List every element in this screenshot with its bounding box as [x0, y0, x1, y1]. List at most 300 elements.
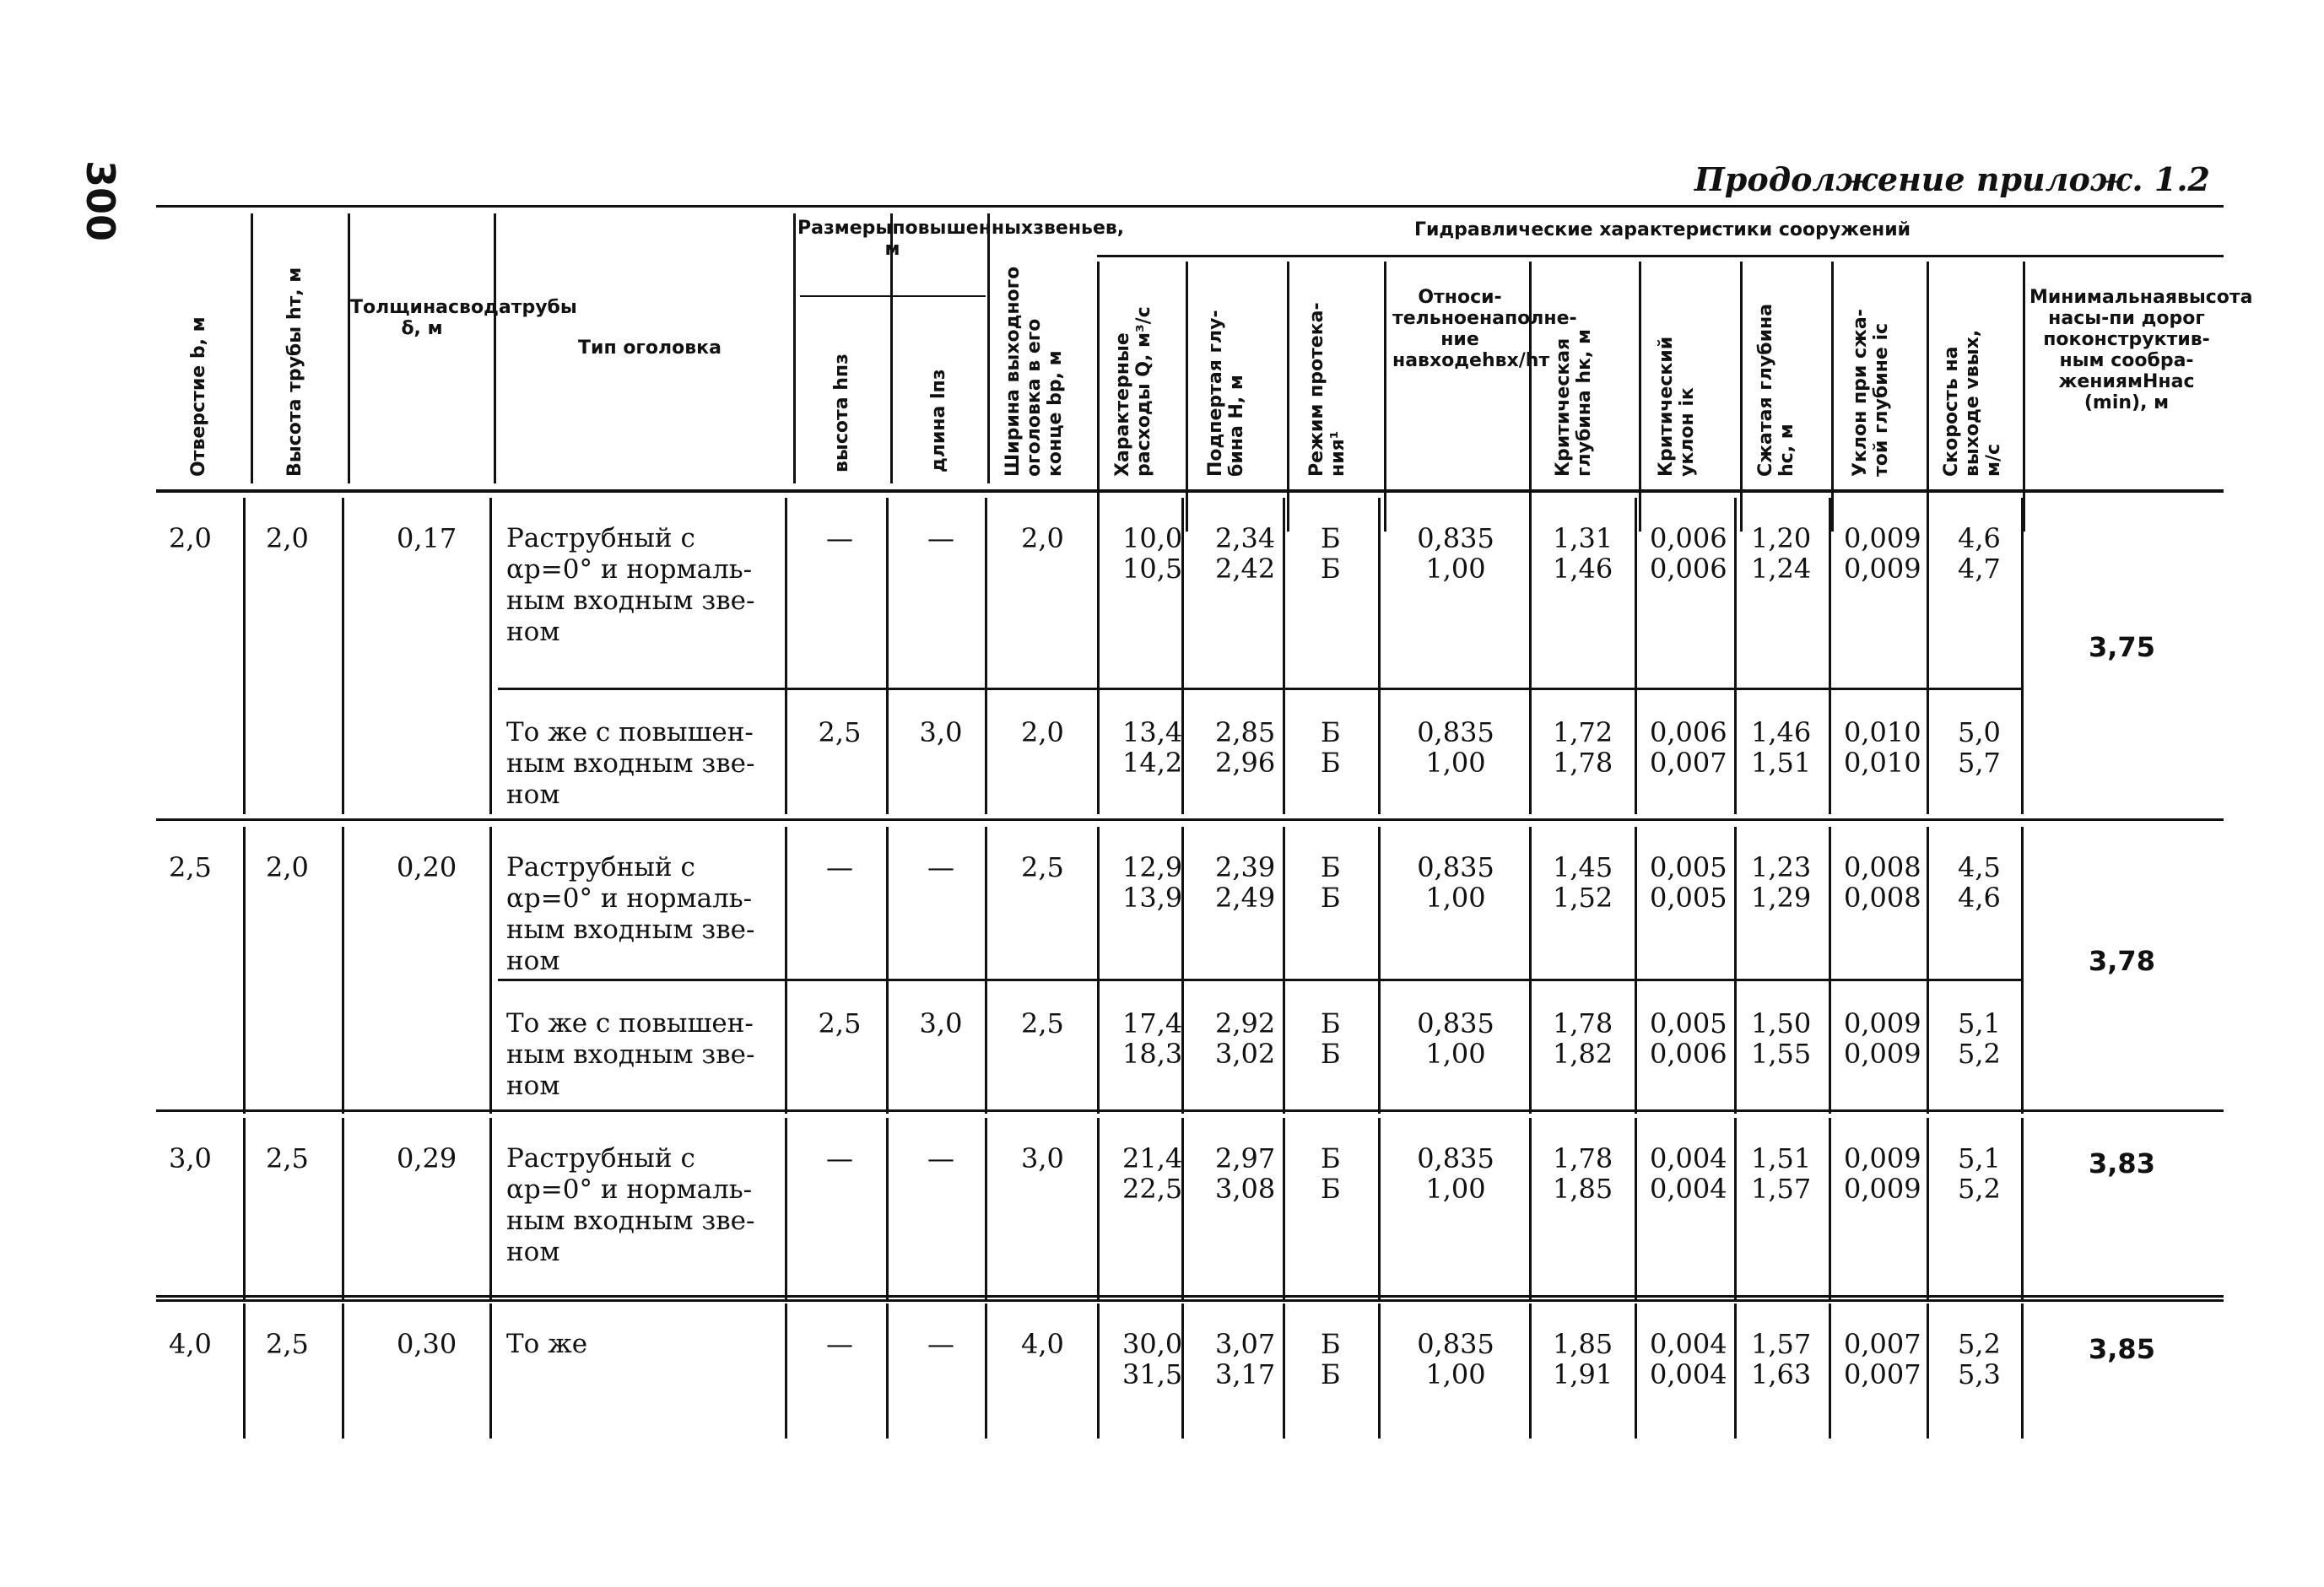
- filling-values-line: 1,00: [1425, 1358, 1486, 1390]
- header-min-height: [2029, 287, 2253, 413]
- column-line: [1927, 827, 1929, 1114]
- compressed-slope-values-line: 0,007: [1844, 1328, 1921, 1360]
- column-line: [1927, 1304, 1929, 1439]
- exit-velocity-values-line: 5,2: [1958, 1328, 2001, 1360]
- column-line: [1097, 1304, 1100, 1439]
- raised-length-value: —: [927, 522, 954, 554]
- flow-values-line: 31,5: [1122, 1358, 1183, 1390]
- compressed-depth-values-line: 1,57: [1751, 1328, 1812, 1360]
- head-type-text-line: ном: [506, 780, 560, 810]
- header-crit-slope-line: уклон iк: [1677, 387, 1698, 477]
- header-pipe-height: [284, 267, 305, 477]
- exit-velocity-values: [1958, 1008, 2001, 1069]
- header-exit-velocity: [1941, 330, 2004, 477]
- thickness-value: 0,30: [397, 1328, 457, 1360]
- compressed-depth-values: [1751, 1329, 1811, 1390]
- min-height-value: 3,78: [2089, 945, 2155, 977]
- backwater-values: [1215, 717, 1275, 778]
- filling-values: [1401, 852, 1511, 913]
- raised-length-value: —: [927, 1328, 954, 1360]
- regime-values-line: Б: [1321, 1358, 1341, 1390]
- crit-depth-values-line: 1,72: [1553, 716, 1613, 748]
- head-type-text-line: Раструбный с: [506, 852, 695, 883]
- backwater-values-line: 3,07: [1215, 1328, 1276, 1360]
- header-min-height-line: Hнас (min), м: [2083, 371, 2195, 413]
- head-type-text-line: ным входным зве-: [506, 748, 755, 779]
- header-compressed-depth-line: hс, м: [1776, 424, 1797, 477]
- header-min-height-line: Минимальная: [2029, 287, 2177, 308]
- column-line: [1734, 498, 1737, 814]
- backwater-values-line: 2,34: [1215, 522, 1276, 554]
- rule-line: [156, 1109, 2224, 1112]
- header-outlet-width: [1003, 267, 1066, 477]
- header-regime-line: ния¹: [1327, 430, 1348, 477]
- column-line: [243, 1304, 246, 1439]
- backwater-values: [1215, 852, 1275, 913]
- crit-slope-values-line: 0,005: [1650, 1007, 1727, 1039]
- compressed-slope-values-line: 0,009: [1844, 553, 1921, 585]
- header-hydraulic-group: Гидравлические характеристики сооружений: [1413, 219, 1911, 240]
- compressed-depth-values-line: 1,55: [1751, 1038, 1812, 1070]
- backwater-values-line: 3,08: [1215, 1173, 1276, 1205]
- backwater-values-line: 2,97: [1215, 1142, 1276, 1174]
- header-raised-links-line: Размеры: [797, 218, 893, 239]
- header-compressed-depth: [1755, 304, 1797, 477]
- column-line: [785, 498, 787, 814]
- compressed-depth-values-line: 1,29: [1751, 882, 1812, 914]
- compressed-slope-values: [1844, 523, 1921, 584]
- filling-values: [1401, 1329, 1511, 1390]
- column-line: [243, 1118, 246, 1299]
- rule-line: [156, 489, 2224, 493]
- header-compressed-slope-line: той глубине iс: [1871, 322, 1892, 477]
- compressed-depth-values: [1751, 523, 1811, 584]
- column-line: [1829, 498, 1831, 814]
- header-flow: [1112, 306, 1154, 477]
- compressed-slope-values-line: 0,009: [1844, 522, 1921, 554]
- column-line: [1829, 1304, 1831, 1439]
- header-compressed-slope: [1850, 309, 1892, 477]
- compressed-slope-values: [1844, 1143, 1921, 1204]
- column-line: [886, 1118, 889, 1299]
- flow-values-line: 17,4: [1122, 1007, 1183, 1039]
- min-height-value: 3,85: [2089, 1333, 2155, 1365]
- compressed-slope-values-line: 0,009: [1844, 1038, 1921, 1070]
- compressed-slope-values: [1844, 717, 1921, 778]
- flow-values-line: 13,4: [1122, 716, 1183, 748]
- header-vault-thickness-line: свода: [448, 297, 511, 318]
- column-line: [251, 213, 253, 483]
- pipe-height-value: 2,5: [266, 1328, 309, 1360]
- head-type-text: [506, 523, 785, 648]
- pipe-height-value: 2,0: [266, 522, 309, 554]
- crit-depth-values-line: 1,78: [1553, 747, 1613, 779]
- header-vault-thickness: [350, 297, 577, 339]
- flow-values-line: 22,5: [1122, 1173, 1183, 1205]
- crit-depth-values-line: 1,78: [1553, 1142, 1613, 1174]
- backwater-values: [1215, 523, 1275, 584]
- column-line: [1283, 827, 1285, 1114]
- filling-values-line: 0,835: [1417, 1007, 1494, 1039]
- regime-values: [1321, 523, 1341, 584]
- header-min-height-line: конструктив-: [2068, 329, 2210, 350]
- opening-value: 2,5: [169, 851, 212, 883]
- column-line: [1639, 262, 1641, 532]
- compressed-depth-values-line: 1,50: [1751, 1007, 1812, 1039]
- header-raised-height-line: высота hпз: [831, 354, 852, 472]
- flow-values: [1122, 717, 1182, 778]
- header-crit-depth-line: глубина hк, м: [1574, 328, 1595, 477]
- regime-values-line: Б: [1321, 1328, 1341, 1360]
- flow-values-line: 14,2: [1122, 747, 1183, 779]
- header-raised-links: [797, 218, 1125, 260]
- column-line: [1378, 1118, 1381, 1299]
- column-line: [1831, 262, 1834, 532]
- backwater-values-line: 2,96: [1215, 747, 1276, 779]
- header-raised-length-line: длина lпз: [928, 369, 949, 472]
- head-type-text-line: ным входным зве-: [506, 1206, 755, 1236]
- backwater-values-line: 2,85: [1215, 716, 1276, 748]
- header-filling-line: hвх/hт: [1481, 350, 1550, 371]
- filling-values-line: 0,835: [1417, 1328, 1494, 1360]
- head-type-text-line: ным входным зве-: [506, 1039, 755, 1070]
- column-line: [1734, 827, 1737, 1114]
- column-line: [2023, 262, 2025, 532]
- column-line: [489, 498, 492, 814]
- header-filling-line: тельное: [1392, 308, 1479, 329]
- raised-height-value: 2,5: [818, 1007, 862, 1039]
- flow-values-line: 21,4: [1122, 1142, 1183, 1174]
- header-vault-thickness-line: трубы δ, м: [401, 297, 577, 339]
- backwater-values: [1215, 1329, 1275, 1390]
- head-type-text: [506, 852, 785, 977]
- crit-depth-values-line: 1,31: [1553, 522, 1613, 554]
- header-crit-slope: [1656, 337, 1698, 477]
- outlet-width-value: 4,0: [1021, 1328, 1064, 1360]
- header-outlet-width-line: оголовка в его: [1024, 318, 1045, 477]
- rule-line: [156, 205, 2224, 208]
- column-line: [785, 1304, 787, 1439]
- column-line: [2021, 498, 2024, 814]
- crit-depth-values-line: 1,78: [1553, 1007, 1613, 1039]
- exit-velocity-values-line: 4,7: [1958, 553, 2001, 585]
- compressed-slope-values-line: 0,008: [1844, 851, 1921, 883]
- compressed-depth-values: [1751, 717, 1811, 778]
- thickness-value: 0,29: [397, 1142, 457, 1174]
- crit-slope-values-line: 0,006: [1650, 1038, 1727, 1070]
- crit-depth-values: [1553, 717, 1613, 778]
- column-line: [348, 213, 350, 483]
- column-line: [1529, 1304, 1532, 1439]
- header-min-height-line: ным сообра-: [2059, 350, 2194, 371]
- filling-values-line: 1,00: [1425, 882, 1486, 914]
- column-line: [985, 1304, 987, 1439]
- header-exit-velocity-line: м/с: [1983, 443, 2004, 477]
- column-line: [1635, 827, 1637, 1114]
- crit-depth-values: [1553, 1008, 1613, 1069]
- page-number: 300: [78, 160, 123, 242]
- header-head-type: Тип оголовка: [578, 337, 722, 359]
- header-exit-velocity-line: Скорость на: [1941, 346, 1962, 477]
- raised-height-value: —: [826, 1328, 853, 1360]
- flow-values-line: 12,9: [1122, 851, 1183, 883]
- header-filling-line: входе: [1418, 350, 1482, 371]
- column-line: [1529, 262, 1532, 532]
- column-line: [1186, 262, 1188, 532]
- crit-slope-values: [1650, 1143, 1727, 1204]
- column-line: [342, 1118, 344, 1299]
- flow-values: [1122, 1008, 1182, 1069]
- compressed-depth-values-line: 1,24: [1751, 553, 1812, 585]
- thickness-value: 0,17: [397, 522, 457, 554]
- header-outlet-width-line: Ширина выходного: [1003, 266, 1024, 477]
- crit-depth-values: [1553, 852, 1613, 913]
- header-filling-line: Относи-: [1418, 287, 1502, 308]
- compressed-depth-values-line: 1,51: [1751, 1142, 1812, 1174]
- header-backwater: [1205, 310, 1247, 477]
- filling-values: [1401, 717, 1511, 778]
- head-type-text-line: Раструбный с: [506, 1143, 695, 1174]
- regime-values-line: Б: [1321, 882, 1341, 914]
- crit-depth-values: [1553, 1329, 1613, 1390]
- outlet-width-value: 2,5: [1021, 851, 1064, 883]
- header-filling-line: ние на: [1392, 329, 1479, 371]
- head-type-text-line: То же: [506, 1329, 588, 1359]
- header-crit-slope-line: Критический: [1656, 336, 1677, 477]
- filling-values-line: 1,00: [1425, 1173, 1486, 1205]
- column-line: [1384, 262, 1386, 532]
- crit-depth-values-line: 1,85: [1553, 1173, 1613, 1205]
- outlet-width-value: 2,0: [1021, 522, 1064, 554]
- column-line: [1734, 1304, 1737, 1439]
- flow-values-line: 18,3: [1122, 1038, 1183, 1070]
- rule-line: [156, 1295, 2224, 1298]
- head-type-text: [506, 1143, 785, 1268]
- raised-length-value: —: [927, 851, 954, 883]
- compressed-depth-values: [1751, 1008, 1811, 1069]
- head-type-text-line: ным входным зве-: [506, 915, 755, 945]
- backwater-values: [1215, 1008, 1275, 1069]
- filling-values: [1401, 1008, 1511, 1069]
- backwater-values-line: 3,02: [1215, 1038, 1276, 1070]
- backwater-values-line: 2,42: [1215, 553, 1276, 585]
- column-line: [985, 827, 987, 1114]
- head-type-text: [506, 717, 785, 811]
- crit-slope-values-line: 0,004: [1650, 1173, 1727, 1205]
- header-flow-line: расходы Q, м³/с: [1133, 306, 1154, 477]
- exit-velocity-values-line: 5,7: [1958, 747, 2001, 779]
- header-raised-length: [928, 369, 949, 472]
- filling-values-line: 0,835: [1417, 716, 1494, 748]
- rule-line: [1097, 255, 2224, 257]
- column-line: [1829, 827, 1831, 1114]
- header-crit-depth: [1553, 329, 1595, 477]
- filling-values-line: 0,835: [1417, 851, 1494, 883]
- min-height-value: 3,83: [2089, 1147, 2155, 1179]
- head-type-text-line: ном: [506, 1071, 560, 1101]
- column-line: [1283, 498, 1285, 814]
- regime-values: [1321, 1143, 1341, 1204]
- exit-velocity-values-line: 5,1: [1958, 1007, 2001, 1039]
- crit-depth-values-line: 1,45: [1553, 851, 1613, 883]
- head-type-text: [506, 1329, 785, 1360]
- crit-slope-values-line: 0,005: [1650, 851, 1727, 883]
- compressed-slope-values: [1844, 1329, 1921, 1390]
- crit-depth-values-line: 1,85: [1553, 1328, 1613, 1360]
- exit-velocity-values-line: 5,1: [1958, 1142, 2001, 1174]
- pipe-height-value: 2,5: [266, 1142, 309, 1174]
- column-line: [1529, 498, 1532, 814]
- compressed-depth-values-line: 1,63: [1751, 1358, 1812, 1390]
- header-min-height-line: пи дорог по: [2043, 308, 2205, 350]
- column-line: [1378, 827, 1381, 1114]
- raised-length-value: 3,0: [919, 716, 963, 748]
- header-outlet-width-line: конце bр, м: [1045, 350, 1066, 477]
- regime-values: [1321, 1329, 1341, 1390]
- compressed-depth-values: [1751, 852, 1811, 913]
- compressed-depth-values-line: 1,20: [1751, 522, 1812, 554]
- flow-values: [1122, 1143, 1182, 1204]
- raised-height-value: —: [826, 1142, 853, 1174]
- exit-velocity-values: [1958, 852, 2001, 913]
- header-exit-velocity-line: выходе vвых,: [1962, 329, 1983, 477]
- backwater-values-line: 2,49: [1215, 882, 1276, 914]
- header-backwater-line: бина H, м: [1226, 375, 1247, 477]
- rule-line: [498, 688, 2021, 690]
- crit-slope-values-line: 0,004: [1650, 1328, 1727, 1360]
- column-line: [1287, 262, 1289, 532]
- column-line: [1097, 827, 1100, 1114]
- rule-line: [156, 1299, 2224, 1302]
- column-line: [243, 827, 246, 1114]
- crit-slope-values-line: 0,006: [1650, 522, 1727, 554]
- column-line: [886, 1304, 889, 1439]
- backwater-values-line: 2,92: [1215, 1007, 1276, 1039]
- column-line: [1283, 1118, 1285, 1299]
- header-compressed-slope-line: Уклон при сжа-: [1850, 309, 1871, 477]
- compressed-slope-values-line: 0,010: [1844, 716, 1921, 748]
- regime-values: [1321, 1008, 1341, 1069]
- column-line: [985, 1118, 987, 1299]
- crit-slope-values-line: 0,006: [1650, 716, 1727, 748]
- head-type-text: [506, 1008, 785, 1102]
- compressed-slope-values-line: 0,007: [1844, 1358, 1921, 1390]
- exit-velocity-values: [1958, 1143, 2001, 1204]
- column-line: [793, 213, 796, 483]
- column-line: [2021, 1304, 2024, 1439]
- compressed-slope-values: [1844, 1008, 1921, 1069]
- outlet-width-value: 3,0: [1021, 1142, 1064, 1174]
- flow-values-line: 10,0: [1122, 522, 1183, 554]
- crit-slope-values: [1650, 1008, 1727, 1069]
- exit-velocity-values-line: 5,0: [1958, 716, 2001, 748]
- filling-values: [1401, 1143, 1511, 1204]
- regime-values-line: Б: [1321, 747, 1341, 779]
- compressed-slope-values-line: 0,009: [1844, 1173, 1921, 1205]
- column-line: [2021, 1118, 2024, 1299]
- exit-velocity-values-line: 5,3: [1958, 1358, 2001, 1390]
- header-compressed-depth-line: Сжатая глубина: [1755, 303, 1776, 477]
- column-line: [886, 827, 889, 1114]
- filling-values: [1401, 523, 1511, 584]
- raised-height-value: 2,5: [818, 716, 862, 748]
- column-line: [1635, 1304, 1637, 1439]
- regime-values: [1321, 717, 1341, 778]
- crit-slope-values-line: 0,007: [1650, 747, 1727, 779]
- opening-value: 4,0: [169, 1328, 212, 1360]
- crit-slope-values: [1650, 1329, 1727, 1390]
- head-type-text-line: ном: [506, 617, 560, 647]
- header-opening-line: Отверстие b, м: [188, 316, 209, 477]
- column-line: [1097, 262, 1100, 532]
- compressed-depth-values-line: 1,57: [1751, 1173, 1812, 1205]
- head-type-text-line: То же с повышен-: [506, 717, 754, 748]
- column-line: [1927, 262, 1929, 532]
- column-line: [1097, 498, 1100, 814]
- header-crit-depth-line: Критическая: [1553, 337, 1574, 477]
- crit-depth-values: [1553, 1143, 1613, 1204]
- column-line: [494, 213, 496, 483]
- column-line: [987, 213, 990, 483]
- crit-slope-values-line: 0,005: [1650, 882, 1727, 914]
- header-regime: [1306, 302, 1348, 477]
- raised-length-value: 3,0: [919, 1007, 963, 1039]
- header-raised-links-line: повышенных: [892, 218, 1034, 239]
- rule-line: [156, 818, 2224, 821]
- backwater-values-line: 2,39: [1215, 851, 1276, 883]
- compressed-slope-values-line: 0,009: [1844, 1007, 1921, 1039]
- compressed-depth-values-line: 1,23: [1751, 851, 1812, 883]
- column-line: [489, 1118, 492, 1299]
- flow-values: [1122, 1329, 1182, 1390]
- opening-value: 3,0: [169, 1142, 212, 1174]
- crit-depth-values-line: 1,46: [1553, 553, 1613, 585]
- regime-values-line: Б: [1321, 553, 1341, 585]
- column-line: [1529, 1118, 1532, 1299]
- filling-values-line: 0,835: [1417, 1142, 1494, 1174]
- column-line: [1283, 1304, 1285, 1439]
- outlet-width-value: 2,5: [1021, 1007, 1064, 1039]
- head-type-text-line: ном: [506, 946, 560, 976]
- head-type-text-line: Раструбный с: [506, 523, 695, 553]
- column-line: [489, 1304, 492, 1439]
- column-line: [1378, 1304, 1381, 1439]
- head-type-text-line: ном: [506, 1237, 560, 1267]
- column-line: [2021, 827, 2024, 1114]
- crit-depth-values-line: 1,91: [1553, 1358, 1613, 1390]
- exit-velocity-values: [1958, 717, 2001, 778]
- column-line: [886, 498, 889, 814]
- header-min-height-line: высота насы-: [2048, 287, 2253, 329]
- compressed-depth-values: [1751, 1143, 1811, 1204]
- column-line: [1927, 1118, 1929, 1299]
- rule-line: [498, 979, 2021, 981]
- regime-values-line: Б: [1321, 1007, 1341, 1039]
- column-line: [785, 827, 787, 1114]
- compressed-slope-values: [1844, 852, 1921, 913]
- compressed-slope-values-line: 0,009: [1844, 1142, 1921, 1174]
- crit-slope-values-line: 0,004: [1650, 1142, 1727, 1174]
- header-filling-line: наполне-: [1478, 308, 1577, 329]
- head-type-text-line: ным входным зве-: [506, 586, 755, 616]
- header-backwater-line: Подпертая глу-: [1205, 310, 1226, 477]
- column-line: [985, 498, 987, 814]
- regime-values: [1321, 852, 1341, 913]
- rule-line: [800, 295, 986, 297]
- column-line: [1740, 262, 1743, 532]
- filling-values-line: 1,00: [1425, 553, 1486, 585]
- column-line: [1378, 498, 1381, 814]
